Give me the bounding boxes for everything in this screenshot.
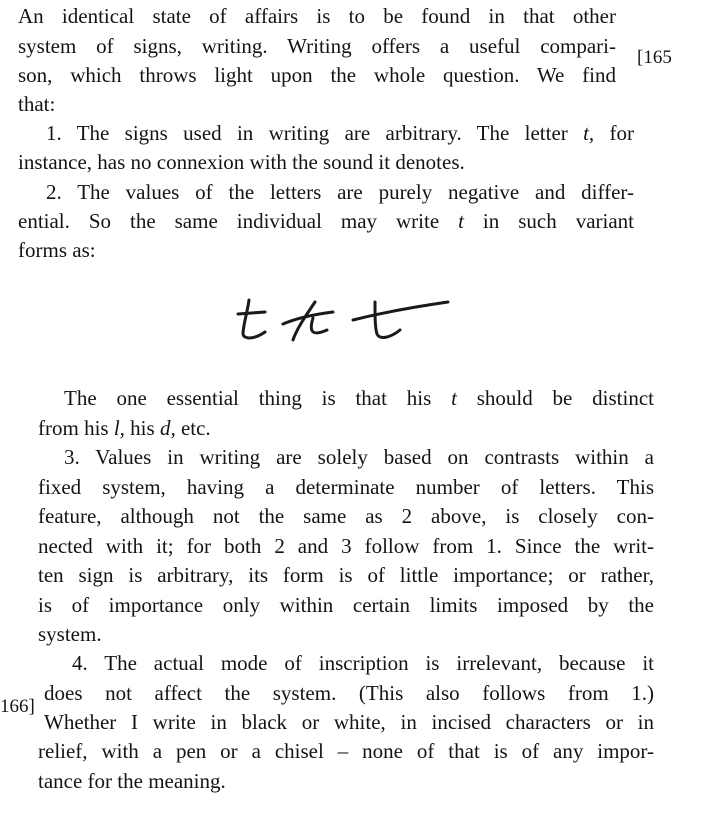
text-line: 4. The actual mode of inscription is irrelevant, because it [72,651,654,675]
text-span: his [124,416,160,440]
text-line [64,384,654,413]
text-line: feature, although not the same as 2 above, is closely con- [38,504,654,528]
text-line: system of signs, writing. Writing offers a useful compari- [18,34,616,58]
text-span: 1. The signs used in writing are arbitrary. The letter [46,121,584,145]
italic-letter: t [458,209,464,233]
text-line: An identical state of affairs is to be found in that other [18,4,616,28]
handwritten-t-variants [235,294,455,354]
text-line [38,414,211,443]
text-line: instance, has no connexion with the sound it denotes. [18,150,465,174]
text-line: nected with it; for both 2 and 3 follow from 1. Since the writ- [38,534,654,558]
handwritten-t-variant-1 [238,300,265,338]
text-span: from his [38,416,114,440]
margin-page-number: 166] [0,696,35,717]
text-line: system. [38,622,102,646]
italic-letter: t [451,386,457,410]
handwritten-t-variant-2 [283,302,333,340]
text-span: The one essential thing is that his [64,386,452,410]
text-line: that: [18,92,56,116]
text-span: ential. So the same individual may write [18,209,459,233]
italic-letter: t, [583,121,595,145]
text-line: son, which throws light upon the whole question. We find [18,63,616,87]
text-span: etc. [175,416,211,440]
text-line: ten sign is arbitrary, its form is of little importance; or rather, [38,563,654,587]
text-line: does not affect the system. (This also follows from 1.) [44,681,654,705]
text-line: 3. Values in writing are solely based on contrasts within a [64,445,654,469]
text-line: 2. The values of the letters are purely negative and differ- [46,180,634,204]
text-line: fixed system, having a determinate number of letters. This [38,475,654,499]
handwritten-t-variant-3 [353,302,448,337]
text-span: should be distinct [456,386,654,410]
text-line: forms as: [18,238,96,262]
text-line [18,207,634,236]
text-line: tance for the meaning. [38,769,226,793]
italic-letter: d, [159,416,176,440]
italic-letter: l, [113,416,125,440]
text-line: is of importance only within certain limits imposed by the [38,593,654,617]
text-span: in such variant [463,209,635,233]
text-line: relief, with a pen or a chisel – none of that is of any impor- [38,739,654,763]
text-line [46,119,634,148]
margin-page-number: [165 [637,47,672,68]
text-line: Whether I write in black or white, in incised characters or in [44,710,654,734]
text-span: for [594,121,634,145]
